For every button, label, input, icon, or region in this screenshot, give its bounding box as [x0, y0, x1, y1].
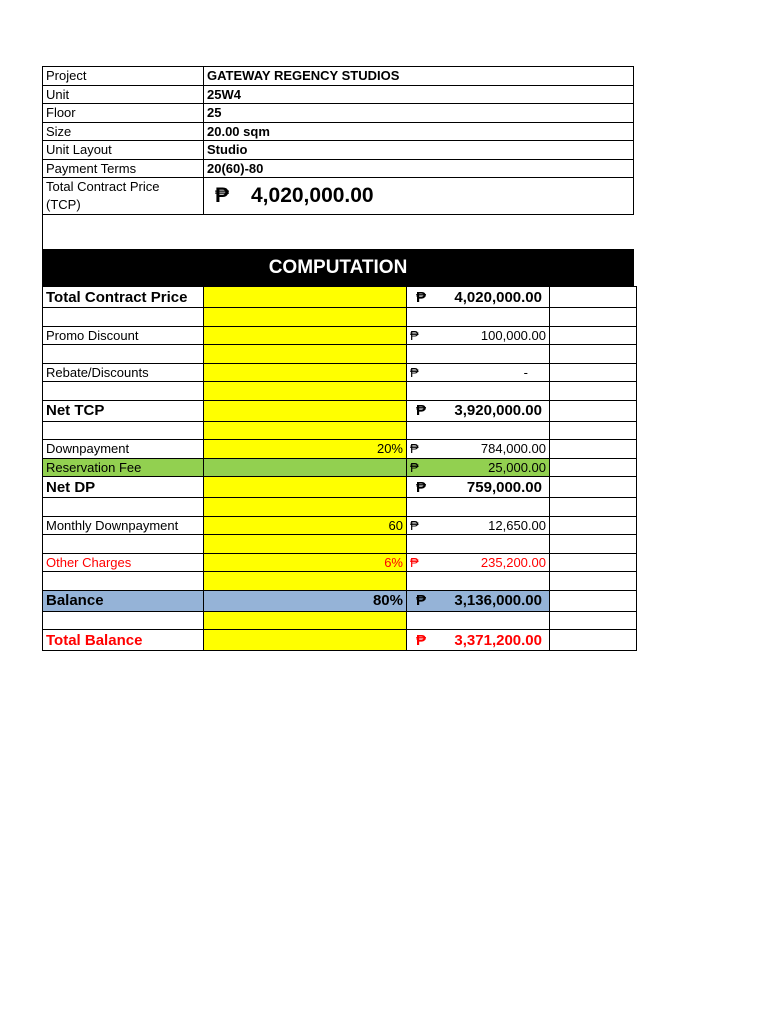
months-cell: 60 — [204, 516, 407, 535]
row-total-contract-price — [43, 287, 637, 308]
info-row-project — [43, 67, 634, 86]
amount: 12,650.00 — [488, 517, 546, 533]
percent-cell: 20% — [204, 440, 407, 459]
info-value: 20.00 sqm — [204, 122, 634, 141]
spacer-row — [43, 572, 637, 591]
empty-cell — [550, 590, 637, 611]
info-row-tcp — [43, 178, 634, 215]
peso-sign: ₱ — [410, 554, 419, 570]
info-label: Floor — [43, 104, 204, 123]
peso-sign: ₱ — [416, 288, 427, 306]
amount: 3,920,000.00 — [454, 402, 542, 419]
peso-sign: ₱ — [410, 364, 419, 380]
amount-cell — [407, 400, 550, 421]
empty-cell — [550, 458, 637, 477]
amount-cell — [407, 326, 550, 345]
spacer-row — [43, 421, 637, 440]
amount-cell — [407, 363, 550, 382]
tcp-label — [43, 178, 204, 215]
row-downpayment — [43, 440, 637, 459]
amount: 3,136,000.00 — [454, 592, 542, 609]
peso-sign: ₱ — [416, 478, 427, 496]
tcp-label-line2: (TCP) — [46, 197, 81, 212]
spacer-row — [43, 382, 637, 401]
row-label: Total Balance — [43, 630, 204, 651]
amount-cell — [407, 477, 550, 498]
amount-cell — [407, 590, 550, 611]
row-label: Rebate/Discounts — [43, 363, 204, 382]
spacer-cell — [204, 215, 634, 250]
info-label: Project — [43, 67, 204, 86]
amount-cell — [407, 630, 550, 651]
info-row-payment-terms — [43, 159, 634, 178]
row-promo-discount — [43, 326, 637, 345]
row-label: Balance — [43, 590, 204, 611]
row-balance — [43, 590, 637, 611]
row-total-balance — [43, 630, 637, 651]
input-cell — [204, 363, 407, 382]
amount: 100,000.00 — [480, 327, 546, 343]
info-row-unit-layout — [43, 141, 634, 160]
empty-cell — [550, 440, 637, 459]
info-value: Studio — [204, 141, 634, 160]
input-cell — [204, 630, 407, 651]
peso-sign: ₱ — [215, 184, 230, 207]
spacer-row — [43, 535, 637, 554]
info-value: 25 — [204, 104, 634, 123]
tcp-label-line1: Total Contract Price — [46, 179, 160, 194]
amount-cell — [407, 440, 550, 459]
row-net-dp — [43, 477, 637, 498]
info-label: Unit — [43, 85, 204, 104]
info-row-size — [43, 122, 634, 141]
row-label: Net TCP — [43, 400, 204, 421]
empty-cell — [550, 400, 637, 421]
amount: 3,371,200.00 — [454, 631, 542, 649]
empty-cell — [550, 553, 637, 572]
amount-cell — [407, 287, 550, 308]
spacer-row — [43, 611, 637, 630]
input-cell — [204, 458, 407, 477]
empty-cell — [550, 363, 637, 382]
info-row-unit — [43, 85, 634, 104]
computation-table — [42, 286, 637, 651]
tcp-value: 4,020,000.00 — [251, 184, 374, 207]
peso-sign: ₱ — [416, 592, 427, 609]
peso-sign: ₱ — [416, 402, 427, 419]
peso-sign: ₱ — [410, 459, 419, 475]
info-spacer-row — [43, 215, 634, 250]
percent-cell: 6% — [204, 553, 407, 572]
info-label: Unit Layout — [43, 141, 204, 160]
empty-cell — [550, 630, 637, 651]
row-label: Net DP — [43, 477, 204, 498]
info-label: Payment Terms — [43, 159, 204, 178]
computation-sheet — [42, 66, 634, 651]
amount-cell — [407, 516, 550, 535]
amount: 235,200.00 — [480, 554, 546, 570]
row-reservation-fee — [43, 458, 637, 477]
amount: 759,000.00 — [466, 478, 542, 496]
percent-cell: 80% — [204, 590, 407, 611]
empty-cell — [550, 287, 637, 308]
spacer-row — [43, 308, 637, 327]
amount: 4,020,000.00 — [454, 288, 542, 306]
input-cell — [204, 400, 407, 421]
row-net-tcp — [43, 400, 637, 421]
input-cell — [204, 326, 407, 345]
spacer-row — [43, 498, 637, 517]
amount: 25,000.00 — [488, 459, 546, 475]
peso-sign: ₱ — [410, 517, 419, 533]
info-value: GATEWAY REGENCY STUDIOS — [204, 67, 634, 86]
empty-cell — [550, 477, 637, 498]
amount: 784,000.00 — [480, 441, 546, 457]
row-label: Promo Discount — [43, 326, 204, 345]
info-value: 25W4 — [204, 85, 634, 104]
row-label: Reservation Fee — [43, 458, 204, 477]
empty-cell — [550, 516, 637, 535]
info-row-floor — [43, 104, 634, 123]
computation-banner: COMPUTATION — [42, 250, 634, 286]
row-label: Total Contract Price — [43, 287, 204, 308]
amount-cell — [407, 553, 550, 572]
tcp-value-cell — [204, 178, 634, 215]
peso-sign: ₱ — [410, 327, 419, 343]
info-value: 20(60)-80 — [204, 159, 634, 178]
amount-cell — [407, 458, 550, 477]
row-label: Downpayment — [43, 440, 204, 459]
row-monthly-downpayment — [43, 516, 637, 535]
unit-info-table — [42, 66, 634, 250]
row-rebate — [43, 363, 637, 382]
input-cell — [204, 477, 407, 498]
peso-sign: ₱ — [410, 441, 419, 457]
spacer-row — [43, 345, 637, 364]
info-label: Size — [43, 122, 204, 141]
row-label: Other Charges — [43, 553, 204, 572]
empty-cell — [550, 326, 637, 345]
amount: - — [523, 364, 528, 380]
row-other-charges — [43, 553, 637, 572]
row-label: Monthly Downpayment — [43, 516, 204, 535]
input-cell — [204, 287, 407, 308]
spacer-cell — [43, 215, 204, 250]
peso-sign: ₱ — [416, 631, 427, 649]
